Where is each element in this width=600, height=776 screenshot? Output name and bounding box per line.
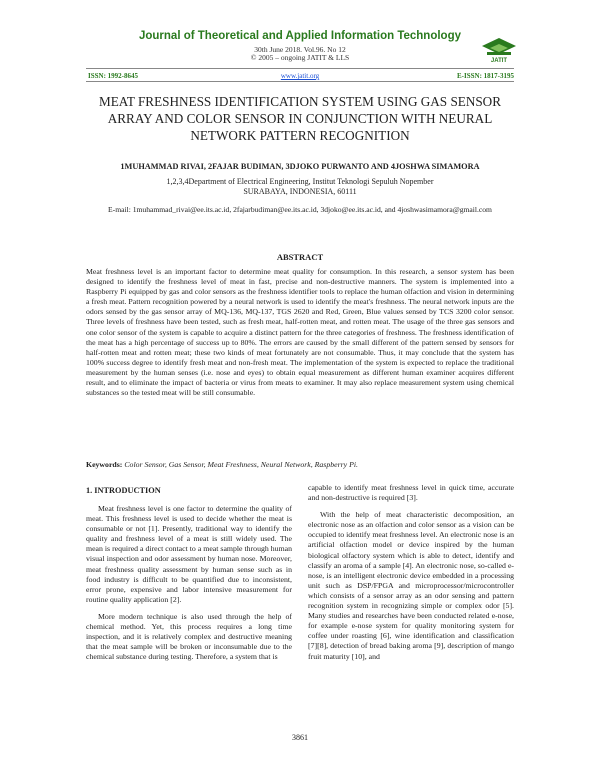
issn: ISSN: 1992-8645 [88,72,138,80]
introduction-heading: 1. INTRODUCTION [86,486,161,495]
issue-line: 30th June 2018. Vol.96. No 12 [254,45,346,54]
left-column [86,504,292,669]
journal-title: Journal of Theoretical and Applied Information Technology [138,30,462,42]
intro-paragraph-2: More modern technique is also used through the help of chemical method. Yet, this process requires a long time inspection, and it is relatively complex and destructive meaning that the meat sample will be broken or inconsumable due to the chemical substance during testing. Therefore, a system that is [86,611,292,662]
intro-paragraph-1: Meat freshness level is one factor to determine the quality of meat. This freshness level is used to decide whether the meat is consumable or not [1]. Presently, traditional way to identify the quality and freshness level of a meat is still widely used. The mean is required a direct contact to a meat sample through human visual inspection and odor assessment by human nose. Moreover, meat freshness quality assessment by human sense such as in food industry is difficult to be quantified due to inconsistent, error prone, expensive and labor intensive measurement for routine quality application [2]. [86,504,292,604]
affiliation-line-2: SURABAYA, INDONESIA, 60111 [243,187,357,196]
logo-text: JATIT [490,58,508,64]
authors: 1MUHAMMAD RIVAI, 2FAJAR BUDIMAN, 3DJOKO PURWANTO AND 4JOSHWA SIMAMORA [120,162,480,171]
email-list: E-mail: 1muhammad_rivai@ee.its.ac.id, 2fajarbudiman@ee.its.ac.id, 3djoko@ee.its.ac.id, and 4joshwasimamora@gmail.com [108,205,492,214]
intro-paragraph-3: With the help of meat characteristic decomposition, an electronic nose as an olfaction and color sensor as a vision can be occupied to identify meat freshness level. An electronic nose is an artificial olfaction model or device inspired by the human biological olfactory system which is able to detect, identify and classify an aroma of a sample [4]. An electronic nose, so-called e-nose, is an intelligent electronic device embedded in a processing unit such as DSP/FPGA and microprocessor/microcontroller which consists of a sensor array as an odor sensing and pattern recognition system in recognizing simple or complex odor [5]. Many studies and researches have been conducted related e-nose, for example e-nose system for quality monitoring system for coffee under roasting [6], wine identification and classification [7][8], detection of bread baking aroma [9], description of mango fruit maturity [10], and [308,510,514,661]
copyright-line: © 2005 – ongoing JATIT & LLS [250,53,350,62]
eissn: E-ISSN: 1817-3195 [457,72,514,80]
keywords-label: Keywords: [86,460,123,469]
abstract-text: Meat freshness level is an important factor to determine meat quality for consumption. In this research, a sensor system has been designed to identify the freshness level of meat in fast, precise and non-destructive manners. The system is implemented into a Raspberry Pi equipped by gas and color sensors as the freshness identifier tools to replace the human olfaction and vision in determining a fresh meat. Pattern recognition powered by a neural network is used to identify the meat's freshness. The neural network inputs are the odors sensed by the gas sensor array of MQ-136, MQ-137, TGS 2620 and Red, Green, Blue values sensed by TCS 3200 color sensor. Three levels of freshness have been tested, such as fresh meat, half-rotten meat, and rotten meat. The usage of the three gas sensors and one color sensor of the system is capable to acquire a distinct pattern for the three categories of freshness. The freshness identification of the meat has a high percentage of success up to 80%. The errors are caused by the small different of the pattern sensed by sensors for half-rotten meat and rotten meat; these two kinds of meat fortunately are not consumable. Thus, it may conclude that the system has 100% success degree to identify fresh meat and non-fresh meat. The implementation of the system is expected to replace the traditional measurement by the human senses (i.e. nose and eyes) to obtain equal measurement as different human examiner acquires different result, and to eliminate the impact of bacteria or virus from meats to examiner. It may also replace measurement system using chemical substances so the tested meat will be still consumable. [86,267,514,398]
jatit-logo [478,34,520,64]
abstract-heading: ABSTRACT [276,252,324,262]
affiliation-line-1: 1,2,3,4Department of Electrical Engineering, Institut Teknologi Sepuluh Nopember [166,177,434,186]
keywords [86,460,514,469]
keywords-text: Color Sensor, Gas Sensor, Meat Freshness, Neural Network, Raspberry Pi. [124,460,358,469]
intro-continuation: capable to identify meat freshness level in quick time, accurate and non-destructive is required [3]. [308,483,514,503]
affiliation [86,177,514,197]
header-rule-top [86,68,514,69]
right-column [308,483,514,669]
journal-url-link[interactable]: www.jatit.org [280,72,320,80]
paper-title: MEAT FRESHNESS IDENTIFICATION SYSTEM USING GAS SENSOR ARRAY AND COLOR SENSOR IN CONJUNCTION WITH NEURAL NETWORK PATTERN RECOGNITION [98,94,502,143]
page-number: 3861 [292,733,308,742]
header-rule-bottom [86,81,514,82]
